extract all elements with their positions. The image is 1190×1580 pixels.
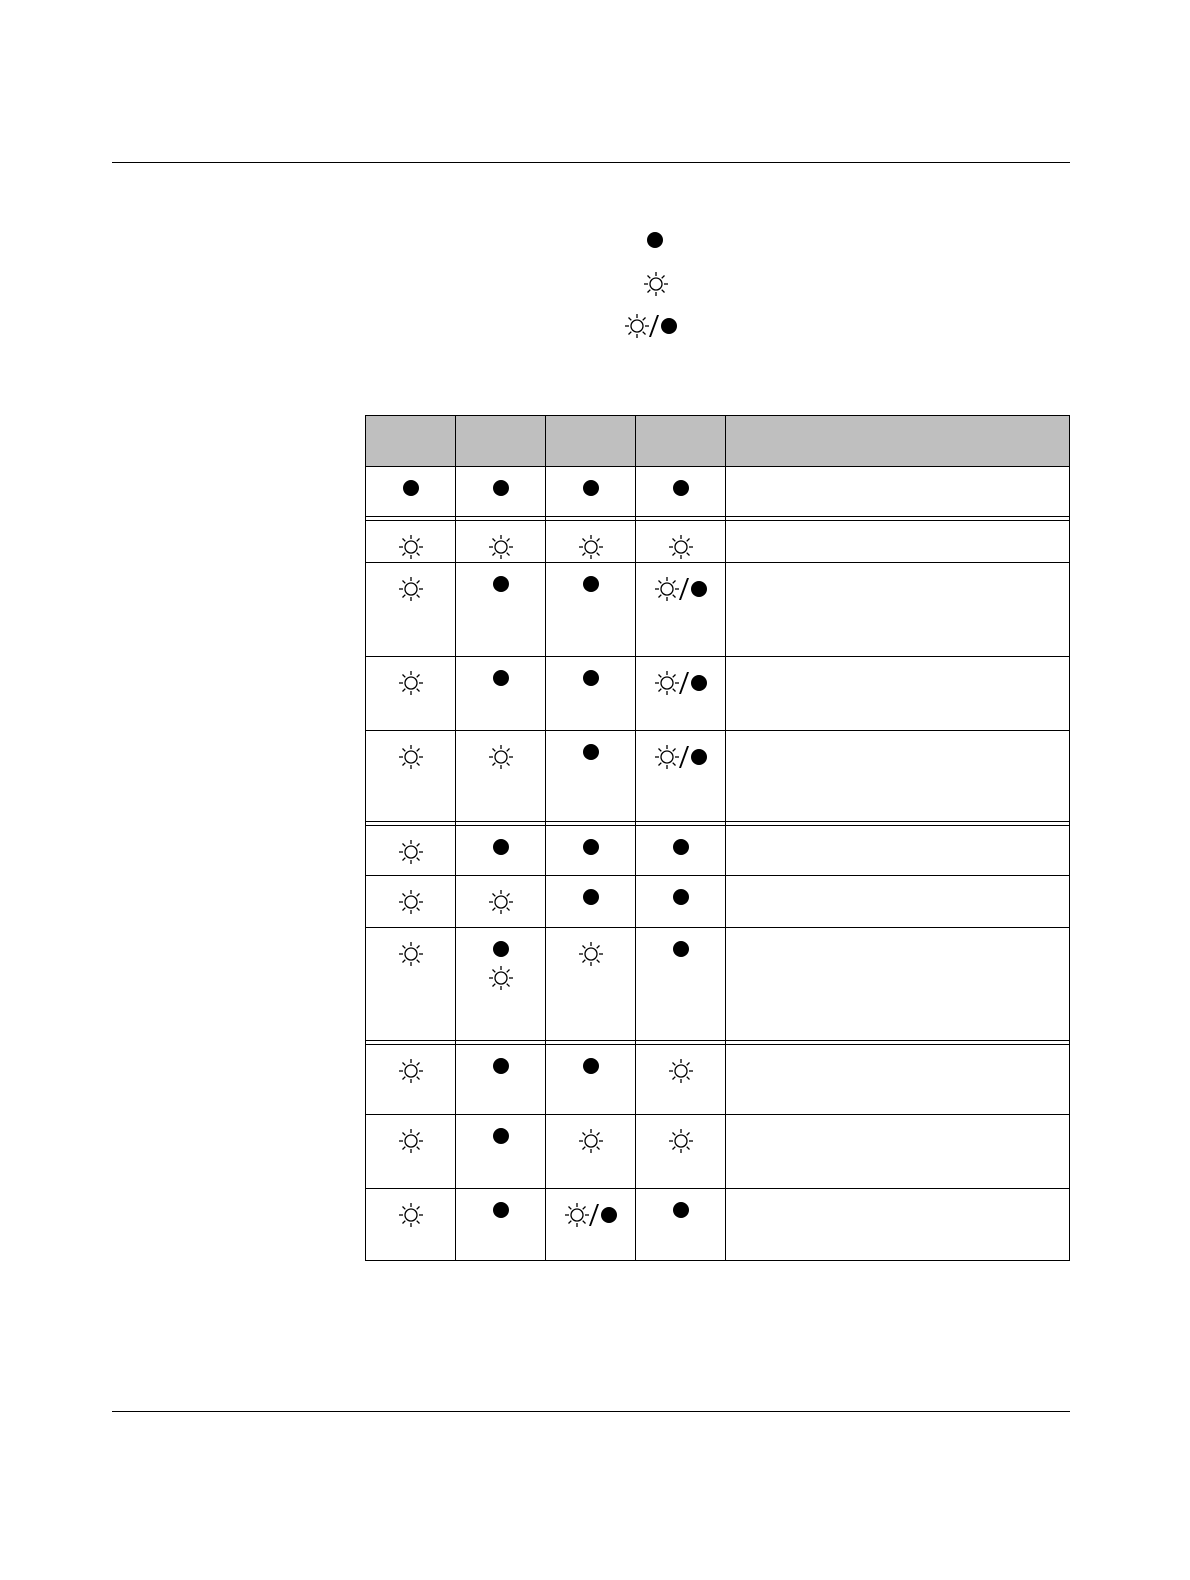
- led-indicator: [456, 657, 545, 686]
- led-cell-4: [636, 1045, 726, 1115]
- sun-icon: [398, 744, 424, 770]
- table-row: [366, 563, 1070, 657]
- sun-or-dot-icon: [654, 576, 707, 602]
- description-cell: [726, 876, 1070, 928]
- legend-led-off: [647, 232, 663, 248]
- sun-icon: [488, 965, 514, 991]
- table-row: [366, 876, 1070, 928]
- dot-icon: [403, 480, 419, 496]
- led-cell-4: [636, 1189, 726, 1261]
- header-rule: [112, 162, 1070, 163]
- led-cell-4: [636, 1115, 726, 1189]
- dot-icon: [493, 941, 509, 957]
- slash-icon: [679, 672, 690, 694]
- led-cell-3: [546, 928, 636, 1041]
- led-cell-2: [456, 467, 546, 517]
- led-cell-2: [456, 928, 546, 1041]
- led-cell-2: [456, 826, 546, 876]
- led-cell-1: [366, 1115, 456, 1189]
- table-row: [366, 731, 1070, 822]
- slash-icon: [589, 1204, 600, 1226]
- led-indicator: [456, 876, 545, 915]
- led-cell-2: [456, 521, 546, 563]
- sun-icon: [668, 534, 694, 560]
- header-cell-4: [636, 416, 726, 467]
- led-indicator: [546, 826, 635, 855]
- legend-led-on: [643, 271, 669, 297]
- led-cell-2: [456, 731, 546, 822]
- led-cell-3: [546, 876, 636, 928]
- led-cell-4: [636, 521, 726, 563]
- led-cell-4: [636, 467, 726, 517]
- dot-icon: [673, 1202, 689, 1218]
- led-indicator: [546, 1045, 635, 1074]
- dot-icon: [583, 744, 599, 760]
- led-cell-3: [546, 467, 636, 517]
- header-cell-2: [456, 416, 546, 467]
- led-cell-3: [546, 731, 636, 822]
- led-indicator: [546, 563, 635, 592]
- description-cell: [726, 928, 1070, 1041]
- sun-icon: [654, 670, 680, 696]
- legend-led-flash: [624, 313, 677, 339]
- sun-icon: [398, 1128, 424, 1154]
- led-cell-1: [366, 731, 456, 822]
- description-cell: [726, 563, 1070, 657]
- led-cell-3: [546, 1189, 636, 1261]
- table-row: [366, 467, 1070, 517]
- led-cell-3: [546, 563, 636, 657]
- led-status-table: [365, 415, 1070, 1261]
- led-cell-1: [366, 928, 456, 1041]
- led-cell-1: [366, 1189, 456, 1261]
- dot-icon: [691, 581, 707, 597]
- led-cell-3: [546, 826, 636, 876]
- sun-icon: [398, 941, 424, 967]
- table-row: [366, 521, 1070, 563]
- led-cell-1: [366, 1045, 456, 1115]
- sun-icon: [578, 941, 604, 967]
- slash-icon: [679, 746, 690, 768]
- led-cell-2: [456, 1045, 546, 1115]
- dot-icon: [493, 1058, 509, 1074]
- led-cell-1: [366, 876, 456, 928]
- dot-icon: [493, 1128, 509, 1144]
- led-indicator: [366, 826, 455, 865]
- led-indicator-stack: [488, 941, 514, 991]
- led-cell-3: [546, 657, 636, 731]
- dot-icon: [583, 670, 599, 686]
- dot-icon: [493, 839, 509, 855]
- led-indicator: [636, 1045, 725, 1084]
- led-indicator: [366, 876, 455, 915]
- led-cell-2: [456, 563, 546, 657]
- led-indicator: [546, 1115, 635, 1154]
- sun-icon: [668, 1128, 694, 1154]
- led-cell-4: [636, 657, 726, 731]
- dot-icon: [583, 576, 599, 592]
- table-row: [366, 1115, 1070, 1189]
- dot-icon: [691, 675, 707, 691]
- header-cell-3: [546, 416, 636, 467]
- sun-icon: [488, 534, 514, 560]
- led-cell-4: [636, 731, 726, 822]
- led-cell-3: [546, 1115, 636, 1189]
- sun-or-dot-icon: [654, 670, 707, 696]
- slash-icon: [649, 315, 660, 337]
- led-cell-2: [456, 657, 546, 731]
- sun-or-dot-icon: [624, 313, 677, 339]
- header-cell-5: [726, 416, 1070, 467]
- led-indicator: [456, 826, 545, 855]
- table-row: [366, 1045, 1070, 1115]
- led-indicator: [366, 1115, 455, 1154]
- led-indicator: [366, 731, 455, 770]
- led-indicator: [456, 1045, 545, 1074]
- dot-icon: [493, 576, 509, 592]
- table-body: [366, 467, 1070, 1261]
- dot-icon: [583, 889, 599, 905]
- description-cell: [726, 1045, 1070, 1115]
- sun-icon: [578, 1128, 604, 1154]
- led-cell-3: [546, 1045, 636, 1115]
- led-indicator: [456, 731, 545, 770]
- led-indicator: [366, 467, 455, 496]
- led-indicator: [456, 521, 545, 560]
- sun-or-dot-icon: [654, 744, 707, 770]
- dot-icon: [493, 480, 509, 496]
- table-row: [366, 1189, 1070, 1261]
- led-indicator: [366, 563, 455, 602]
- dot-icon: [673, 941, 689, 957]
- led-cell-4: [636, 876, 726, 928]
- led-indicator: [636, 876, 725, 905]
- led-indicator: [636, 467, 725, 496]
- led-indicator: [636, 521, 725, 560]
- dot-icon: [493, 1202, 509, 1218]
- sun-icon: [398, 534, 424, 560]
- led-indicator: [546, 657, 635, 686]
- led-indicator: [456, 563, 545, 592]
- led-cell-1: [366, 467, 456, 517]
- sun-icon: [654, 576, 680, 602]
- led-cell-4: [636, 826, 726, 876]
- led-indicator: [546, 521, 635, 560]
- led-indicator: [636, 928, 725, 957]
- led-indicator: [546, 467, 635, 496]
- dot-icon: [493, 670, 509, 686]
- dot-icon: [673, 480, 689, 496]
- sun-icon: [564, 1202, 590, 1228]
- led-cell-4: [636, 928, 726, 1041]
- led-indicator: [546, 876, 635, 905]
- description-cell: [726, 1115, 1070, 1189]
- dot-icon: [583, 480, 599, 496]
- description-cell: [726, 1189, 1070, 1261]
- dot-icon: [583, 1058, 599, 1074]
- led-indicator: [456, 1115, 545, 1144]
- led-cell-2: [456, 876, 546, 928]
- dot-icon: [601, 1207, 617, 1223]
- header-cell-1: [366, 416, 456, 467]
- led-indicator: [366, 521, 455, 560]
- table-row: [366, 657, 1070, 731]
- led-cell-1: [366, 563, 456, 657]
- led-indicator: [636, 563, 725, 602]
- led-indicator: [456, 467, 545, 496]
- description-cell: [726, 467, 1070, 517]
- table-header-row: [366, 416, 1070, 467]
- sun-icon: [643, 271, 669, 297]
- led-indicator: [636, 1115, 725, 1154]
- led-indicator: [636, 731, 725, 770]
- led-indicator: [366, 1045, 455, 1084]
- description-cell: [726, 731, 1070, 822]
- sun-icon: [398, 1202, 424, 1228]
- dot-icon: [661, 318, 677, 334]
- led-cell-3: [546, 521, 636, 563]
- led-cell-1: [366, 657, 456, 731]
- led-indicator: [636, 826, 725, 855]
- led-indicator: [456, 1189, 545, 1218]
- sun-or-dot-icon: [564, 1202, 617, 1228]
- sun-icon: [398, 889, 424, 915]
- led-cell-1: [366, 521, 456, 563]
- sun-icon: [398, 839, 424, 865]
- description-cell: [726, 826, 1070, 876]
- led-indicator: [366, 657, 455, 696]
- table-row: [366, 826, 1070, 876]
- footer-rule: [112, 1411, 1070, 1412]
- led-indicator: [366, 928, 455, 967]
- led-indicator: [546, 1189, 635, 1228]
- sun-icon: [578, 534, 604, 560]
- description-cell: [726, 521, 1070, 563]
- led-indicator: [546, 731, 635, 760]
- dot-icon: [583, 839, 599, 855]
- led-cell-4: [636, 563, 726, 657]
- table-row: [366, 928, 1070, 1041]
- sun-icon: [654, 744, 680, 770]
- led-indicator: [636, 1189, 725, 1218]
- led-indicator: [456, 928, 545, 991]
- led-cell-2: [456, 1189, 546, 1261]
- dot-icon: [673, 889, 689, 905]
- sun-icon: [398, 670, 424, 696]
- led-indicator: [546, 928, 635, 967]
- description-cell: [726, 657, 1070, 731]
- sun-icon: [668, 1058, 694, 1084]
- sun-icon: [624, 313, 650, 339]
- dot-icon: [673, 839, 689, 855]
- sun-icon: [488, 889, 514, 915]
- dot-icon: [691, 749, 707, 765]
- dot-icon: [647, 232, 663, 248]
- sun-icon: [488, 744, 514, 770]
- led-cell-2: [456, 1115, 546, 1189]
- led-indicator: [366, 1189, 455, 1228]
- led-cell-1: [366, 826, 456, 876]
- slash-icon: [679, 578, 690, 600]
- sun-icon: [398, 1058, 424, 1084]
- led-indicator: [636, 657, 725, 696]
- sun-icon: [398, 576, 424, 602]
